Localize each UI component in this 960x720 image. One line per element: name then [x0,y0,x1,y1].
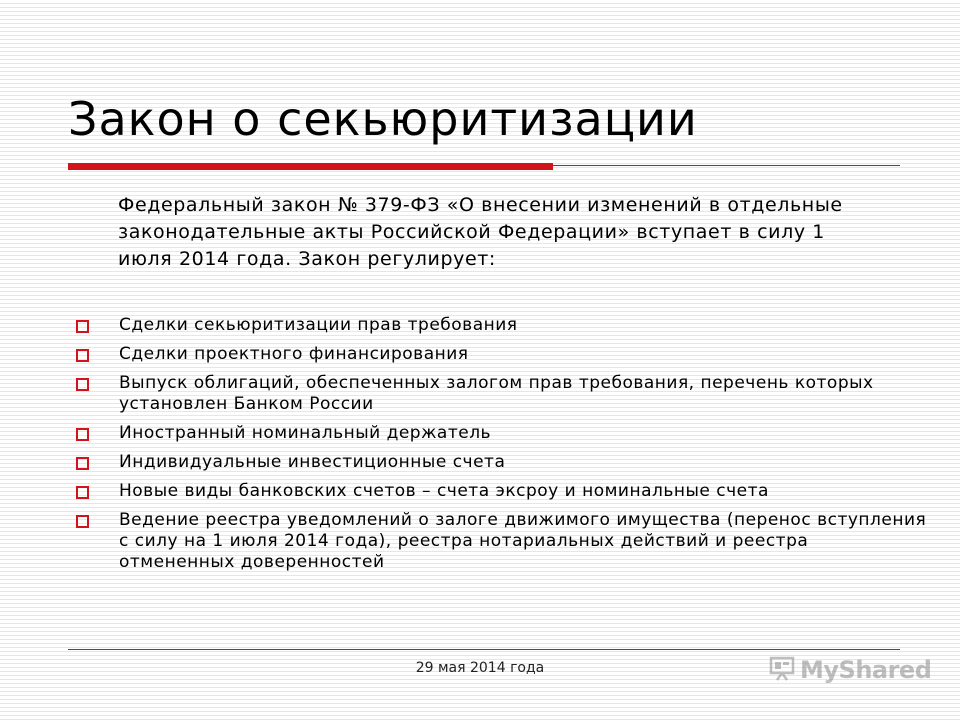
square-bullet-icon [76,515,89,528]
footer-rule [68,649,900,650]
title-underline-rule [553,165,900,166]
square-bullet-icon [76,457,89,470]
list-item-text: Индивидуальные инвестиционные счета [119,452,506,472]
list-item [68,452,928,473]
list-item-text: Новые виды банковских счетов – счета эксроу и номинальные счета [119,481,769,501]
list-item-text: Ведение реестра уведомлений о залоге движимого имущества (перенос вступления с силу на 1 июля 2014 года), реестра нотариальных действий и реестра отмененных доверенностей [119,510,927,572]
list-item [68,344,928,365]
list-item [68,373,928,415]
list-item-text: Сделки секьюритизации прав требования [119,315,518,335]
square-bullet-icon [76,349,89,362]
watermark-logo [768,654,931,686]
footer-date: 29 мая 2014 года [415,660,545,676]
square-bullet-icon [76,378,89,391]
list-item-text: Сделки проектного финансирования [119,344,469,364]
list-item-text: Выпуск облигаций, обеспеченных залогом прав требования, перечень которых установлен Банком России [119,373,874,414]
slide-title: Закон о секьюритизации [68,92,698,146]
square-bullet-icon [76,428,89,441]
list-item-text: Иностранный номинальный держатель [119,423,492,443]
list-item [68,481,928,502]
bullet-list [68,315,928,573]
list-item [68,423,928,444]
watermark-text: MyShared [800,656,932,684]
list-item [68,315,928,336]
list-item [68,510,928,573]
title-underline-accent [68,163,553,170]
square-bullet-icon [76,486,89,499]
presentation-board-icon [768,654,796,686]
intro-paragraph: Федеральный закон № 379-ФЗ «О внесении изменений в отдельные законодательные акты Российской Федерации» вступает в силу 1 июля 2014 года. Закон регулирует: [118,194,843,270]
square-bullet-icon [76,320,89,333]
